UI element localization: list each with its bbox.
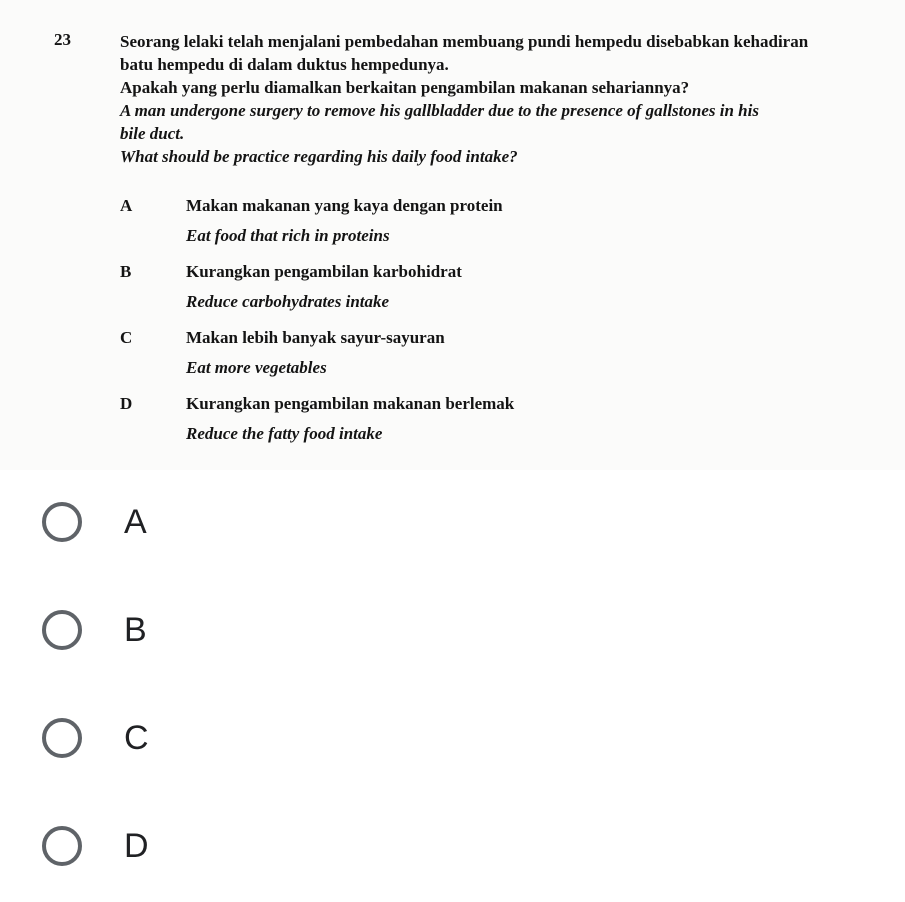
stem-english-line2: bile duct. [120,124,185,143]
choice-english-text: Reduce the fatty food intake [186,424,383,443]
choice-english-text: Reduce carbohydrates intake [186,292,390,311]
choice-malay-text: Kurangkan pengambilan karbohidrat [186,262,462,281]
option-c[interactable] [0,686,905,794]
question-number: 23 [54,30,71,49]
stem-malay-line1: Seorang lelaki telah menjalani pembedahan membuang pundi hempedu disebabkan kehadiran [120,32,809,51]
answer-choices-list [120,196,820,460]
choice-a [120,196,820,262]
choice-letter: C [120,328,133,347]
option-d[interactable] [0,794,905,902]
radio-options-group [0,470,905,902]
choice-english-text: Eat food that rich in proteins [186,226,390,245]
choice-english-text: Eat more vegetables [186,358,327,377]
question-stem [120,30,890,168]
ask-english: What should be practice regarding his daily food intake? [120,147,518,166]
radio-button-c[interactable] [42,718,82,758]
stem-malay-line2: batu hempedu di dalam duktus hempedunya. [120,55,449,74]
choice-letter: A [120,196,133,215]
radio-button-b[interactable] [42,610,82,650]
option-label-c[interactable]: C [124,719,149,757]
choice-letter: D [120,394,133,413]
option-label-b[interactable]: B [124,611,147,649]
choice-b [120,262,820,328]
radio-button-a[interactable] [42,502,82,542]
choice-c [120,328,820,394]
option-b[interactable] [0,578,905,686]
choice-letter: B [120,262,132,281]
ask-malay: Apakah yang perlu diamalkan berkaitan pengambilan makanan sehariannya? [120,78,690,97]
stem-english-line1: A man undergone surgery to remove his gallbladder due to the presence of gallstones in his [120,101,759,120]
choice-malay-text: Makan makanan yang kaya dengan protein [186,196,503,215]
choice-malay-text: Kurangkan pengambilan makanan berlemak [186,394,515,413]
radio-button-d[interactable] [42,826,82,866]
option-label-a[interactable]: A [124,503,147,541]
choice-malay-text: Makan lebih banyak sayur-sayuran [186,328,445,347]
option-a[interactable] [0,470,905,578]
option-label-d[interactable]: D [124,827,149,865]
choice-d [120,394,820,460]
